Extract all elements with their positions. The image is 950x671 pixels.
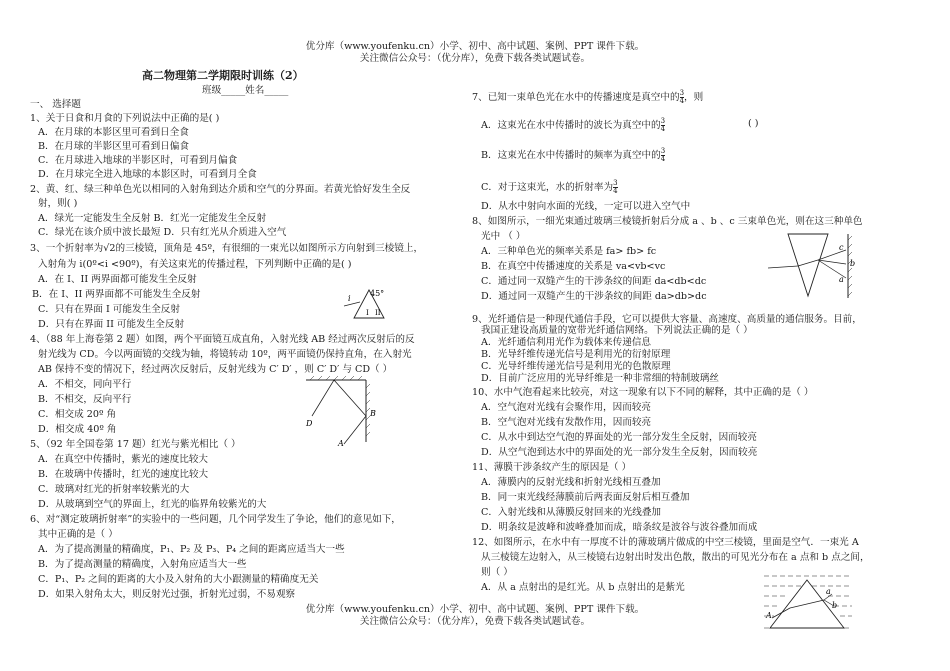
q11-option-b: B．同一束光线经薄膜前后两表面反射后相互叠加 (481, 492, 690, 503)
q6-option-b: B．为了提高测量的精确度，入射角应适当大一些 (38, 559, 247, 570)
q5-stem: 5、（92 年全国卷第 17 题）红光与紫光相比（ ） (30, 439, 241, 450)
page-title: 高二物理第二学期限时训练（2） (142, 69, 304, 82)
q4-mirror-figure (300, 376, 380, 448)
q7-option-a (481, 118, 665, 133)
q4-D-label: D (306, 419, 313, 428)
section-heading: 一、 选择题 (30, 99, 82, 110)
q10-option-d: D．从空气泡到达水中的界面处的光一部分发生全反射，因而较亮 (481, 447, 758, 458)
q8-option-d: D．通过同一双缝产生的干涉条纹的间距 da>db>dc (481, 291, 707, 302)
q3-option-b: B．在 I、II 两界面都不可能发生全反射 (32, 289, 201, 300)
q10-stem: 10、水中气泡看起来比较亮，对这一现象有以下不同的解释，其中正确的是（ ） (472, 387, 814, 398)
q12-b-label: b (832, 601, 838, 610)
q4-option-a: A．不相交，同向平行 (38, 379, 132, 390)
q7-stem (472, 90, 703, 105)
q8-stem-cont: 光中 （ ） (481, 231, 526, 242)
q1-option-c: C．在月球进入地球的半影区时，可看到月偏食 (38, 155, 238, 166)
q7-option-d: D．从水中射向水面的光线，一定可以进入空气中 (481, 201, 691, 212)
q3-i-label: i (348, 294, 351, 303)
q7-option-b (481, 148, 665, 163)
q7-stem-end: ，则 (684, 92, 704, 103)
q7b-text: B．这束光在水中传播时的频率为真空中的 (481, 150, 661, 161)
q7b-frac-num: 3 (660, 147, 666, 155)
q2-stem-cont: 射，则( ) (38, 198, 78, 209)
q4-option-d: D．相交成 40º 角 (38, 424, 117, 435)
q8-b-label: b (850, 259, 856, 268)
q3-option-c: C．只有在界面 I 可能发生全反射 (38, 304, 180, 315)
q11-stem: 11、薄膜干涉条纹产生的原因是（ ） (472, 462, 632, 473)
q9-stem: 9、光纤通信是一种现代通信手段，它可以提供大容量、高速度、高质量的通信服务。目前， (472, 314, 862, 325)
q2-options-cd: C．绿光在该介质中波长最短 D．只有红光从介质进入空气 (38, 227, 287, 238)
q3-angle-label: 45° (370, 289, 385, 298)
q8-option-a: A．三种单色光的频率关系是 fa> fb> fc (481, 246, 657, 257)
q7-stem-text: 7、已知一束单色光在水中的传播速度是真空中的 (472, 92, 680, 103)
q9-option-b: B．光导纤维传递光信号是利用光的衍射原理 (481, 349, 671, 360)
q2-stem: 2、黄、红、绿三种单色光以相同的入射角到达介质和空气的分界面。若黄光恰好发生全反 (30, 184, 411, 195)
q11-option-c: C．入射光线和从薄膜反射回来的光线叠加 (481, 507, 662, 518)
q9-option-c: C．光导纤维传递光信号是利用光的色散原理 (481, 361, 671, 372)
q6-stem: 6、对“测定玻璃折射率”的实验中的一些问题，几个同学发生了争论，他们的意见如下， (30, 514, 401, 525)
q3-option-d: D．只有在界面 II 可能发生全反射 (38, 319, 185, 330)
q8-stem: 8、如图所示，一细光束通过玻璃三棱镜折射后分成 a 、b 、c 三束单色光，则在这三种单色 (472, 216, 863, 227)
q4-stem-cont: 射光线为 CD。今以两面镜的交线为轴，将镜转动 10º，两平面镜仍保持直角，在入射光 (38, 349, 412, 360)
q12-stem-cont: 从三棱镜左边射入，从三棱镜右边射出时发出色散，散出的可见光分布在 a 点和 b 点之间， (481, 552, 870, 563)
q8-prism-shape (788, 234, 828, 296)
q6-option-c: C．P₁、P₂ 之间的距离的大小及入射角的大小跟测量的精确度无关 (38, 574, 319, 585)
q7a-text: A．这束光在水中传播时的波长为真空中的 (481, 120, 661, 131)
q12-a-label: a (826, 587, 831, 596)
q1-stem: 1、关于日食和月食的下列说法中正确的是( ) (30, 113, 220, 124)
q2-options-ab: A．绿光一定能发生全反射 B．红光一定能发生全反射 (38, 213, 267, 224)
q10-option-a: A．空气泡对光线有会聚作用，因而较亮 (481, 402, 652, 413)
header-line-1: 优分库（www.youfenku.cn）小学、初中、高中试题、案例、PPT 课件下载。 (305, 41, 645, 52)
q8-a-label: a (839, 275, 844, 284)
q7c-text: C．对于这束光，水的折射率为 (481, 182, 614, 193)
footer-line-1: 优分库（www.youfenku.cn）小学、初中、高中试题、案例、PPT 课件下载。 (305, 604, 645, 615)
q9-option-a: A．光纤通信利用光作为载体来传递信息 (481, 337, 652, 348)
q4-option-b: B．不相交，反向平行 (38, 394, 132, 405)
q10-option-c: C．从水中到达空气泡的界面处的光一部分发生全反射，因而较亮 (481, 432, 757, 443)
q4-option-c: C．相交成 20º 角 (38, 409, 117, 420)
q11-option-a: A．薄膜内的反射光线和折射光线相互叠加 (481, 477, 661, 488)
q7a-fraction (661, 118, 665, 133)
q6-option-a: A．为了提高测量的精确度，P₁、P₂ 及 P₃、P₄ 之间的距离应适当大一些 (38, 544, 345, 555)
q7b-frac-den: 4 (660, 155, 666, 163)
q1-option-d: D．在月球完全进入地球的本影区时，可看到月全食 (38, 169, 257, 180)
q9-stem-cont: 我国正建设高质量的宽带光纤通信网络。下列说法正确的是（ ） (481, 325, 753, 336)
q3-light-ray (344, 302, 360, 306)
q3-stem-cont: 入射角为 i(0º<i <90º)，有关这束光的传播过程，下列判断中正确的是( ) (38, 259, 352, 270)
q7a-frac-den: 4 (660, 125, 666, 133)
q7b-fraction (661, 148, 665, 163)
q8-incident-ray (768, 266, 798, 268)
q1-option-b: B．在月球的半影区里可看到日偏食 (38, 141, 189, 152)
q8-option-c: C．通过同一双缝产生的干涉条纹的间距 da<db<dc (481, 276, 707, 287)
q1-option-a: A．在月球的本影区里可看到日全食 (38, 127, 189, 138)
q4-stem-cont-2: AB 保持不变的情况下，经过两次反射后，反射光线为 C′ D′ ，则 C′ D′ 与 CD（ ） (38, 364, 393, 375)
q4-stem: 4、（88 年上海卷第 2 题）如图，两个平面镜互成直角，入射光线 AB 经过两次反射后的反 (30, 334, 415, 345)
q4-B-label: B (370, 409, 376, 418)
q4-A-label: A (338, 439, 344, 448)
q3-option-a: A．在 I、II 两界面都可能发生全反射 (38, 274, 197, 285)
q12-A-label: A (766, 611, 772, 620)
header-line-2: 关注微信公众号：（优分库），免费下载各类试题试卷。 (359, 53, 591, 64)
q7c-frac-den: 4 (613, 187, 618, 195)
q8-c-label: c (839, 243, 844, 252)
q7-frac-num: 3 (679, 89, 685, 97)
q8-option-b: B．在真空中传播速度的关系是 va<vb<vc (481, 261, 666, 272)
q7-frac-den: 4 (679, 97, 685, 105)
q12-stem: 12、如图所示，在水中有一厚度不计的薄玻璃片做成的中空三棱镜，里面是空气．一束光 A (472, 537, 859, 548)
q9-option-d: D．目前广泛应用的光导纤维是一种非常细的特制玻璃丝 (481, 373, 719, 384)
q7c-frac-num: 3 (613, 179, 618, 187)
q11-option-d: D．明条纹是波峰和波峰叠加而成，暗条纹是波谷与波谷叠加而成 (481, 522, 758, 533)
q3-I-label: I (366, 309, 369, 317)
q5-option-d: D．从玻璃到空气的界面上，红光的临界角较紫光的大 (38, 499, 267, 510)
q5-option-c: C．玻璃对红光的折射率较紫光的大 (38, 484, 190, 495)
q5-option-b: B．在玻璃中传播时，红光的速度比较大 (38, 469, 209, 480)
class-name-line: 班级_____姓名_____ (202, 85, 289, 96)
q4-light-path (312, 380, 366, 444)
q3-prism-figure (340, 286, 400, 322)
q7a-frac-num: 3 (660, 117, 666, 125)
q7-answer-paren: ( ) (748, 118, 759, 129)
q8-prism-figure (766, 230, 858, 302)
footer-line-2: 关注微信公众号：（优分库），免费下载各类试题试卷。 (359, 616, 591, 627)
q3-II-label: II (375, 309, 381, 317)
q6-stem-cont: 其中正确的是（ ） (38, 529, 118, 540)
q3-stem: 3、一个折射率为√2的三棱镜，顶角是 45º，有很细的一束光以如图所示方向射到三棱镜上， (30, 243, 424, 254)
q12-stem-cont-2: 则（ ） (481, 567, 513, 578)
q5-option-a: A．在真空中传播时，紫光的速度比较大 (38, 454, 209, 465)
q6-option-d: D．如果入射角太大，则反射光过强，折射光过弱，不易观察 (38, 589, 296, 600)
q7-option-c (481, 180, 618, 195)
q12-option-a: A．从 a 点射出的是红光。从 b 点射出的是紫光 (481, 582, 685, 593)
q7c-fraction (613, 180, 617, 195)
q8-ray-b (818, 260, 846, 264)
q10-option-b: B．空气泡对光线有发散作用，因而较亮 (481, 417, 652, 428)
